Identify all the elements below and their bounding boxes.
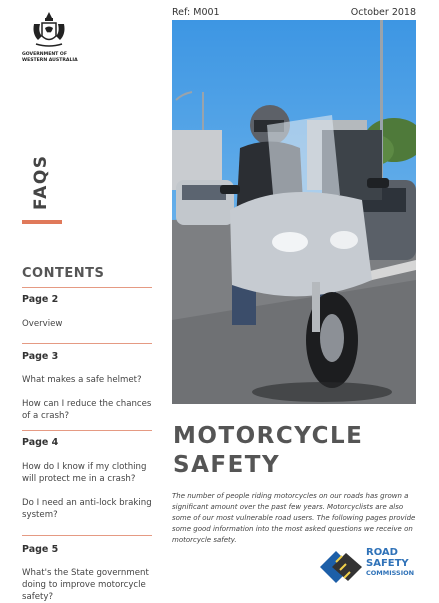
road-safety-commission-wordmark	[366, 548, 414, 578]
faqs-label: FAQS	[31, 154, 51, 210]
logo-line-1: ROAD	[366, 547, 398, 558]
logo-line-2: SAFETY	[366, 557, 409, 569]
wa-crest-logo	[28, 10, 70, 50]
contents-item[interactable]: What makes a safe helmet?	[22, 375, 142, 385]
intro-paragraph: The number of people riding motorcycles on our roads has grown a significant amount over the past few years. Motorcyclists are also some of our most vulnerable road users. The following pages provide some good information into the most asked questions we receive on motorcycle safety.	[172, 492, 416, 544]
government-wordmark	[22, 52, 92, 64]
contents-item[interactable]: What's the State government doing to improve motorcycle safety?	[22, 568, 149, 602]
publication-date: October 2018	[350, 7, 416, 18]
contents-page-heading: Page 3	[22, 351, 59, 362]
contents-divider	[22, 535, 152, 536]
faqs-accent-bar	[22, 220, 62, 224]
contents-divider	[22, 343, 152, 344]
title-line-1: MOTORCYCLE	[173, 423, 364, 449]
contents-divider	[22, 430, 152, 431]
page-title	[173, 422, 363, 480]
gov-line-1: GOVERNMENT OF	[22, 52, 67, 57]
logo-line-3: COMMISSION	[366, 569, 415, 577]
contents-page-heading: Page 5	[22, 544, 59, 555]
contents-page-heading: Page 4	[22, 437, 59, 448]
contents-item[interactable]: How do I know if my clothing will protect me in a crash?	[22, 462, 147, 484]
reference-number: Ref: M001	[172, 7, 220, 18]
contents-divider	[22, 287, 152, 288]
contents-page-heading: Page 2	[22, 294, 59, 305]
contents-item[interactable]: How can I reduce the chances of a crash?	[22, 399, 152, 421]
road-safety-commission-logo	[318, 548, 364, 586]
motorcycle-rider-photo	[172, 20, 416, 404]
gov-line-2: WESTERN AUSTRALIA	[22, 58, 78, 63]
contents-title: CONTENTS	[22, 266, 105, 281]
title-line-2: SAFETY	[173, 452, 281, 478]
contents-item[interactable]: Do I need an anti-lock braking system?	[22, 498, 152, 520]
contents-item[interactable]: Overview	[22, 319, 63, 329]
